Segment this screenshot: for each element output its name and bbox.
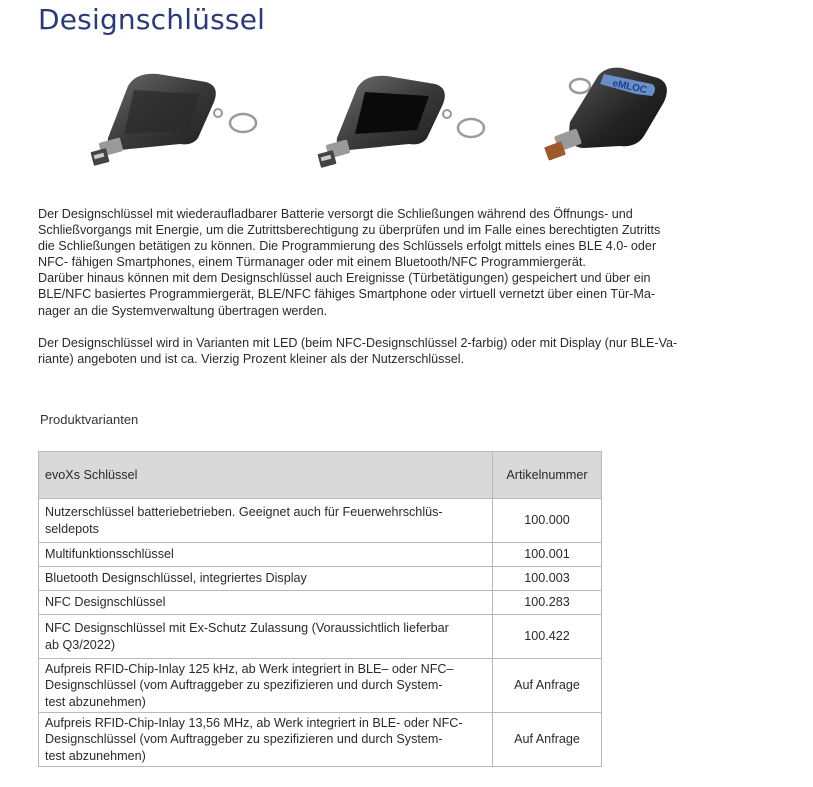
- cell-line: Multifunktionsschlüssel: [45, 547, 174, 562]
- column-header-article-number: Artikelnummer: [493, 452, 602, 499]
- table-row: [39, 567, 602, 591]
- svg-text:eMLOC: eMLOC: [611, 78, 648, 97]
- article-number-cell: 100.001: [493, 543, 602, 567]
- cell-line: Designschlüssel (vom Auftraggeber zu spezifizieren und durch System-: [45, 732, 443, 747]
- table-header-row: [39, 452, 602, 499]
- text-line: Schließvorgangs mit Energie, um die Zutrittsberechtigung zu überprüfen und im Falle eines berechtigten Zutritts: [38, 223, 661, 238]
- table-row: [39, 543, 602, 567]
- cell-line: NFC Designschlüssel mit Ex-Schutz Zulassung (Voraussichtlich lieferbar: [45, 621, 449, 635]
- cell-line: Nutzerschlüssel batteriebetrieben. Geeignet auch für Feuerwehrschlüs-: [45, 505, 443, 519]
- table-row: [39, 499, 602, 543]
- cell-line: Aufpreis RFID-Chip-Inlay 125 kHz, ab Werk integriert in BLE– oder NFC–: [45, 661, 454, 676]
- description-paragraph-1: [38, 206, 728, 319]
- table-row: [39, 615, 602, 659]
- text-line: Der Designschlüssel mit wiederaufladbarer Batterie versorgt die Schließungen während des Öffnungs- und: [38, 207, 633, 221]
- description-paragraph-2: [38, 335, 728, 367]
- text-line: NFC- fähigen Smartphones, einem Türmanager oder mit einem Bluetooth/NFC Programmiergerät.: [38, 255, 586, 270]
- text-line: BLE/NFC basiertes Programmiergerät, BLE/NFC fähiges Smartphone oder virtuell vernetzt über einen Tür-Ma-: [38, 287, 656, 302]
- cell-line: seldepots: [45, 521, 99, 536]
- variant-name-cell: [39, 713, 493, 767]
- variants-table: [38, 451, 602, 767]
- text-line: die Schließungen betätigen zu können. Die Programmierung des Schlüssels erfolgt mittels eines BLE 4.0- oder: [38, 239, 657, 254]
- text-line: Der Designschlüssel wird in Varianten mit LED (beim NFC-Designschlüssel 2-farbig) oder mit Display (nur BLE-Va-: [38, 335, 678, 350]
- article-number-cell: Auf Anfrage: [493, 713, 602, 767]
- text-line: riante) angeboten und ist ca. Vierzig Prozent kleiner als der Nutzerschlüssel.: [38, 351, 465, 366]
- cell-line: Aufpreis RFID-Chip-Inlay 13,56 MHz, ab Werk integriert in BLE- oder NFC-: [45, 715, 463, 730]
- description: [38, 206, 728, 383]
- table-row: [39, 659, 602, 713]
- table-row: [39, 591, 602, 615]
- page-title: Designschlüssel: [38, 3, 266, 36]
- design-key-display-image: [313, 72, 493, 174]
- text-line: nager an die Systemverwaltung übertragen werden.: [38, 303, 328, 318]
- variant-name-cell: [39, 659, 493, 713]
- cell-line: NFC Designschlüssel: [45, 595, 166, 610]
- article-number-cell: 100.283: [493, 591, 602, 615]
- cell-line: test abzunehmen): [45, 748, 146, 763]
- variant-name-cell: [39, 543, 493, 567]
- variant-name-cell: [39, 615, 493, 659]
- cell-line: Bluetooth Designschlüssel, integriertes Display: [45, 571, 307, 586]
- design-key-emloc-image: [540, 62, 680, 170]
- article-number-cell: 100.000: [493, 499, 602, 543]
- design-key-led-image: [88, 68, 263, 170]
- cell-line: Designschlüssel (vom Auftraggeber zu spezifizieren und durch System-: [45, 678, 443, 693]
- cell-line: test abzunehmen): [45, 694, 146, 709]
- product-images: [0, 60, 813, 170]
- article-number-cell: Auf Anfrage: [493, 659, 602, 713]
- article-number-cell: 100.003: [493, 567, 602, 591]
- variants-heading: Produktvarianten: [40, 412, 139, 427]
- cell-line: ab Q3/2022): [45, 637, 116, 652]
- column-header-key: evoXs Schlüssel: [39, 452, 493, 499]
- variant-name-cell: [39, 591, 493, 615]
- variant-name-cell: [39, 499, 493, 543]
- variant-name-cell: [39, 567, 493, 591]
- text-line: Darüber hinaus können mit dem Designschlüssel auch Ereignisse (Türbetätigungen) gespeichert und über ein: [38, 271, 651, 286]
- article-number-cell: 100.422: [493, 615, 602, 659]
- table-row: [39, 713, 602, 767]
